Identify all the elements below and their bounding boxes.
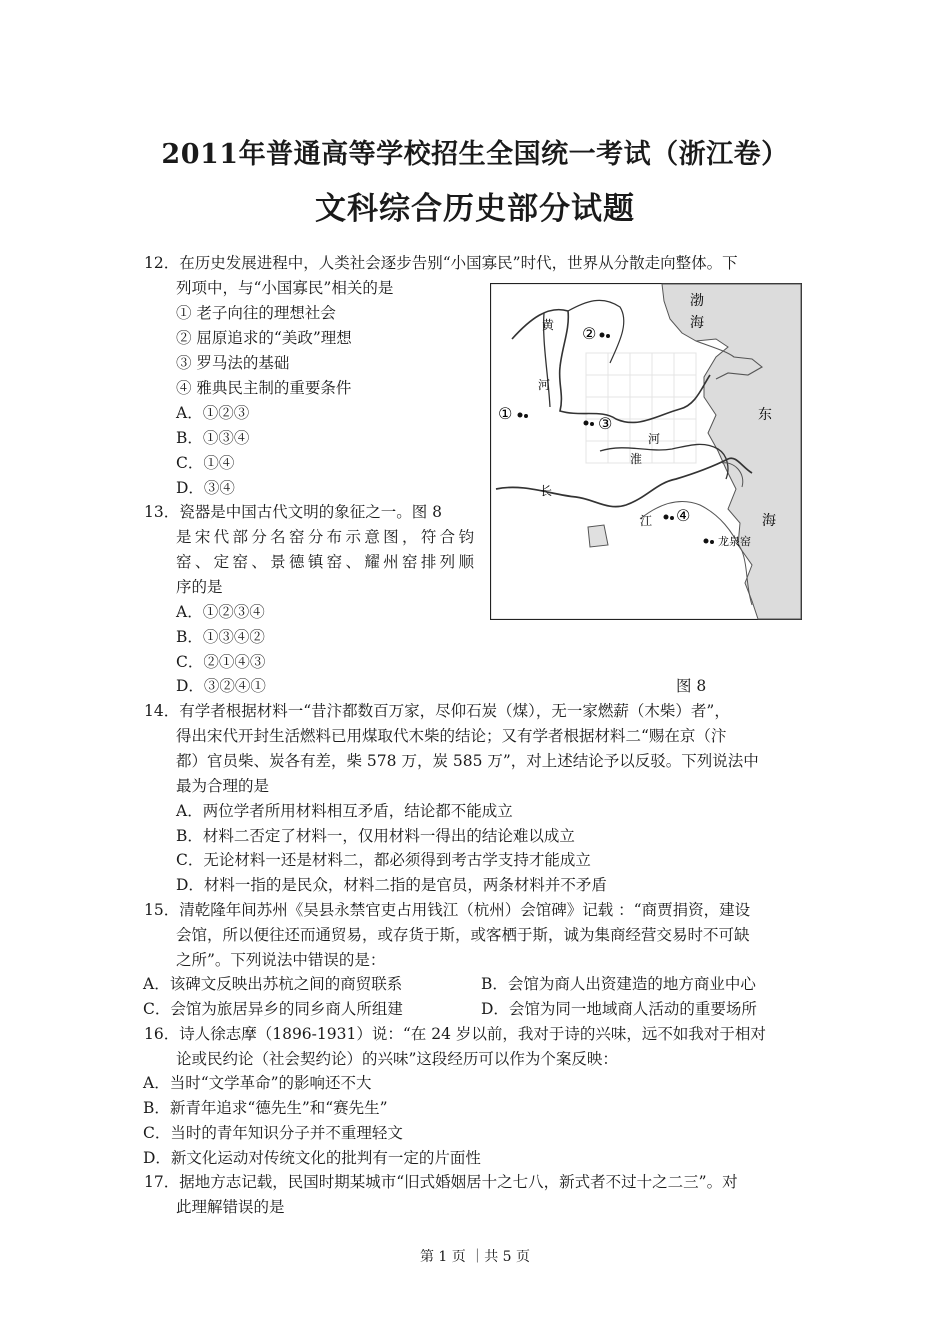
q16-option-d: D．新文化运动对传统文化的批判有一定的片面性 (143, 1149, 481, 1167)
q14-stem-line-2: 得出宋代开封生活燃料已用煤取代木柴的结论；又有学者根据材料二“赐在京（汴 (176, 727, 727, 745)
q15-stem-line-1: 15．清乾隆年间苏州《吴县永禁官吏占用钱江（杭州）会馆碑》记载 ：“商贾捐资，建设 (144, 901, 751, 919)
label-bohai-2: 海 (690, 316, 704, 331)
q17-stem-line-1: 17．据地方志记载，民国时期某城市“旧式婚姻居十之七八，新式者不过十之二三”。对 (144, 1173, 738, 1191)
label-chang: 长 (540, 484, 553, 498)
q16-option-b: B．新青年追求“德先生”和“赛先生” (143, 1099, 388, 1117)
q12-option-a: A．①②③ (176, 404, 250, 422)
q12-stem-line-1: 12．在历史发展进程中，人类社会逐步告别“小国寡民”时代，世界从分散走向整体。下 (144, 254, 738, 272)
q16-option-a: A．当时“文学革命”的影响还不大 (143, 1074, 372, 1092)
q12-option-c: C．①④ (176, 454, 235, 472)
q13-option-d: D．③②④① (176, 677, 266, 695)
label-dong: 东 (758, 408, 772, 423)
label-bohai-1: 渤 (690, 294, 704, 309)
exam-subtitle: 文科综合历史部分试题 (315, 191, 635, 227)
q16-stem-line-2: 论或民约论（社会契约论）的兴味”这段经历可以作为个案反映： (176, 1050, 618, 1068)
q17-stem-line-2: 此理解错误的是 (176, 1198, 285, 1216)
q16-option-c: C．当时的青年知识分子并不重理轻文 (143, 1124, 403, 1142)
q12-option-b: B．①③④ (176, 429, 250, 447)
q14-stem-line-3: 都）官员柴、炭各有差，柴 578 万，炭 585 万”，对上述结论予以反驳。下列说法中 (176, 752, 759, 770)
page-footer: 第 1 页 ｜共 5 页 (419, 1249, 531, 1265)
q14-option-b: B．材料二否定了材料一，仅用材料一得出的结论难以成立 (176, 827, 575, 845)
label-jiang: 江 (640, 514, 653, 528)
q15-option-d: D．会馆为同一地域商人活动的重要场所 (481, 1000, 757, 1018)
label-hai: 海 (762, 514, 776, 529)
q12-item-2: ② 屈原追求的“美政”理想 (176, 329, 352, 347)
q14-option-a: A．两位学者所用材料相互矛盾，结论都不能成立 (176, 802, 513, 820)
q12-item-3: ③ 罗马法的基础 (176, 354, 290, 372)
q15-stem-line-2: 会馆，所以便往还而通贸易，或存货于斯，或客栖于斯，诚为集商经营交易时不可缺 (176, 926, 750, 944)
label-huai: 淮 (630, 452, 643, 466)
q14-stem-line-1: 14．有学者根据材料一“昔汴都数百万家，尽仰石炭（煤），无一家燃薪（木柴）者”， (144, 702, 730, 720)
label-he-1: 河 (538, 378, 551, 392)
q14-stem-line-4: 最为合理的是 (176, 777, 270, 795)
q13-stem-line-2: 是宋代部分名窑分布示意图，符合钧 (176, 528, 474, 546)
q15-option-b: B．会馆为商人出资建造的地方商业中心 (481, 975, 756, 993)
q13-stem-line-4: 序的是 (176, 578, 223, 596)
marker-num-1: ① (498, 404, 513, 423)
label-he-2: 河 (648, 432, 661, 446)
label-longquan-kiln: 龙泉窑 (718, 536, 751, 548)
q12-option-d: D．③④ (176, 479, 235, 497)
marker-num-4: ④ (676, 506, 691, 525)
q15-stem-line-3: 之所”。下列说法中错误的是： (176, 951, 386, 969)
q14-option-c: C．无论材料一还是材料二，都必须得到考古学支持才能成立 (176, 851, 591, 869)
lake-shape (588, 525, 608, 547)
q15-option-a: A．该碑文反映出苏杭之间的商贸联系 (143, 975, 403, 993)
kiln-distribution-map (490, 283, 802, 620)
figure-caption: 图 8 (676, 677, 707, 695)
q12-stem-line-2: 列项中，与“小国寡民”相关的是 (176, 279, 394, 297)
marker-num-2: ② (582, 324, 597, 343)
q13-option-c: C．②①④③ (176, 653, 266, 671)
q13-option-a: A．①②③④ (176, 603, 265, 621)
marker-num-3: ③ (598, 414, 613, 433)
q12-item-4: ④ 雅典民主制的重要条件 (176, 379, 352, 397)
q13-stem-line-3: 窑、定窑、景德镇窑、耀州窑排列顺 (176, 553, 474, 571)
q13-stem-line-1: 13．瓷器是中国古代文明的象征之一。图 8 (144, 503, 443, 521)
label-huang: 黄 (542, 318, 555, 332)
q13-option-b: B．①③④② (176, 628, 265, 646)
q14-option-d: D．材料一指的是民众，材料二指的是官员，两条材料并不矛盾 (176, 876, 607, 894)
q12-item-1: ① 老子向往的理想社会 (176, 304, 336, 322)
exam-title: 2011年普通高等学校招生全国统一考试（浙江卷） (161, 139, 789, 170)
q16-stem-line-1: 16．诗人徐志摩（1896-1931）说：“在 24 岁以前，我对于诗的兴味，远不如我对于相对 (144, 1025, 766, 1043)
q15-option-c: C．会馆为旅居异乡的同乡商人所组建 (143, 1000, 403, 1018)
